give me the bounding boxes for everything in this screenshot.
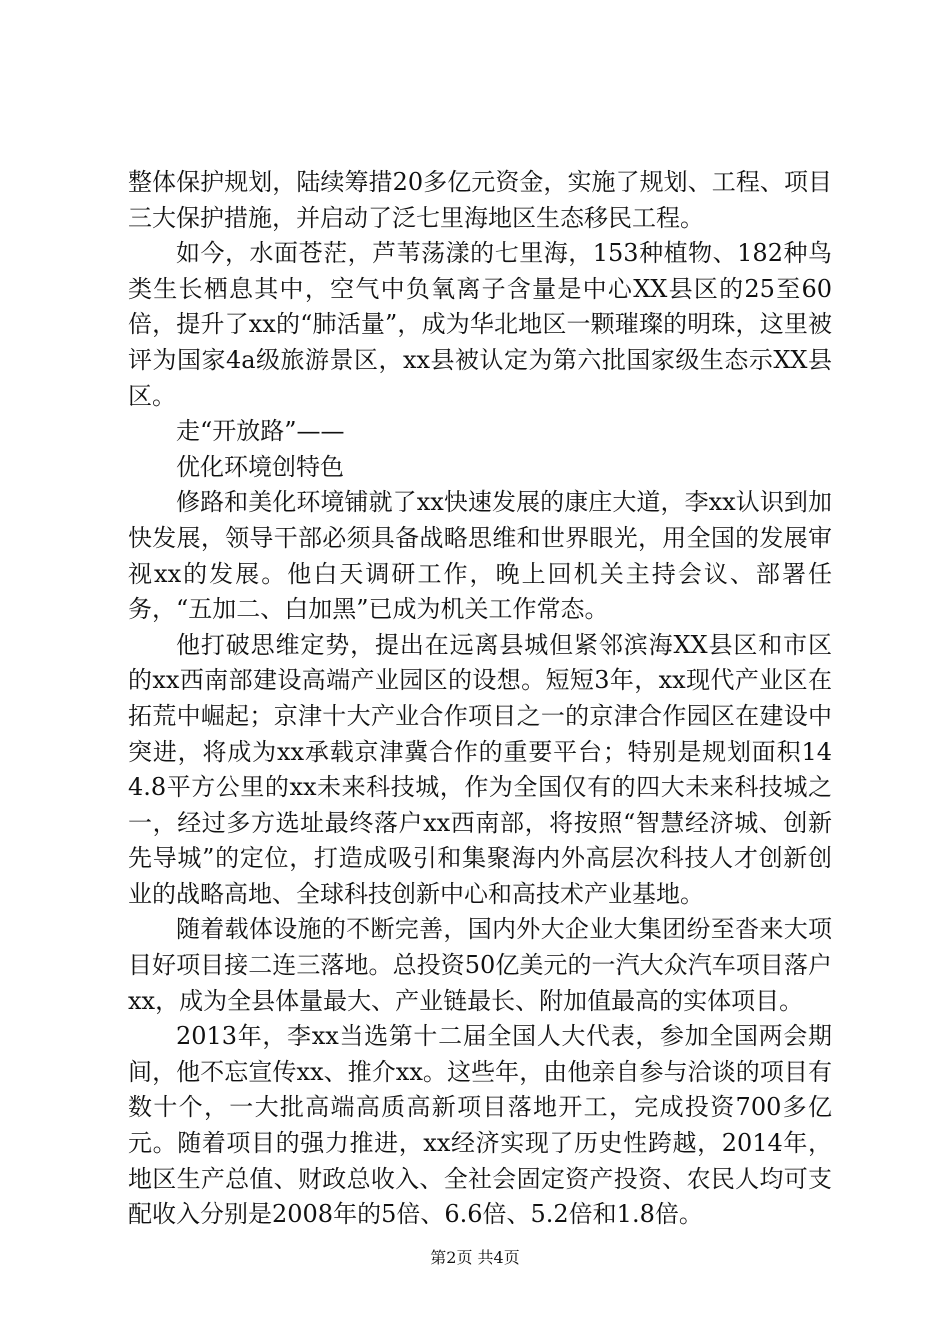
section-subheading-environment: 优化环境创特色 — [176, 452, 344, 481]
document-body — [128, 165, 832, 1233]
paragraph-2013-congress: 2013年，李xx当选第十二届全国人大代表，参加全国两会期间，他不忘宣传xx、推介xx。这些年，由他亲自参与洽谈的项目有数十个，一大批高端高质高新项目落地开工，完成投资700多亿元。随着项目的强力推进，xx经济实现了历史性跨越，2014年，地区生产总值、财政总收入、全社会固定资产投资、农民人均可支配收入分别是2008年的5倍、6.6倍、5.2倍和1.8倍。 — [128, 1022, 832, 1229]
paragraph-continuation: 整体保护规划，陆续筹措20多亿元资金，实施了规划、工程、项目三大保护措施，并启动了泛七里海地区生态移民工程。 — [128, 168, 832, 232]
paragraph-road-building: 修路和美化环境铺就了xx快速发展的康庄大道，李xx认识到加快发展，领导干部必须具备战略思维和世界眼光，用全国的发展审视xx的发展。他白天调研工作，晚上回机关主持会议、部署任务，“五加二、白加黑”已成为机关工作常态。 — [128, 488, 832, 624]
section-heading-open-road: 走“开放路”—— — [176, 417, 345, 446]
paragraph-industrial-park: 他打破思维定势，提出在远离县城但紧邻滨海XX县区和市区的xx西南部建设高端产业园区的设想。短短3年，xx现代产业区在拓荒中崛起；京津十大产业合作项目之一的京津合作园区在建设中突进，将成为xx承载京津冀合作的重要平台；特别是规划面积144.8平方公里的xx未来科技城，作为全国仅有的四大未来科技城之一，经过多方选址最终落户xx西南部，将按照“智慧经济城、创新先导城”的定位，打造成吸引和集聚海内外高层次科技人才创新创业的战略高地、全球科技创新中心和高技术产业基地。 — [128, 630, 832, 908]
paragraph-qilihai: 如今，水面苍茫，芦苇荡漾的七里海，153种植物、182种鸟类生长栖息其中，空气中负氧离子含量是中心XX县区的25至60倍，提升了xx的“肺活量”，成为华北地区一颗璀璨的明珠，这里被评为国家4a级旅游景区，xx县被认定为第六批国家级生态示XX县区。 — [128, 239, 832, 410]
paragraph-big-projects: 随着载体设施的不断完善，国内外大企业大集团纷至沓来大项目好项目接二连三落地。总投资50亿美元的一汽大众汽车项目落户xx，成为全县体量最大、产业链最长、附加值最高的实体项目。 — [128, 915, 832, 1015]
page-number-footer: 第2页 共4页 — [430, 1248, 520, 1267]
